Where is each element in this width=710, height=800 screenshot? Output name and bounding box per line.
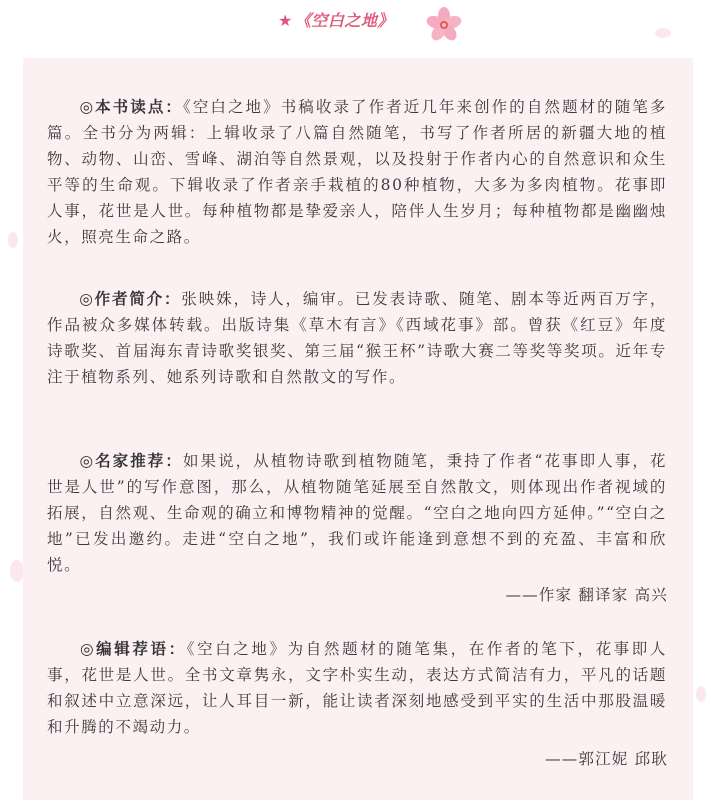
page-header xyxy=(0,4,710,50)
book-title xyxy=(278,8,394,31)
book-title-text: 《空白之地》 xyxy=(294,11,394,30)
section-reading-points xyxy=(47,94,667,250)
decorative-petal xyxy=(696,686,706,702)
section-editor-note xyxy=(47,636,667,740)
cherry-blossom-icon xyxy=(424,4,464,44)
section-heading: ◎本书读点： xyxy=(79,97,183,116)
star-icon: ★ xyxy=(278,11,293,30)
section-body: 《空白之地》书稿收录了作者近几年来创作的自然题材的随笔多篇。全书分为两辑：上辑收录了八篇自然随笔，书写了作者所居的新疆大地的植物、动物、山峦、雪峰、湖泊等自然景观，以及投射于作者内心的自然意识和众生平等的生命观。下辑收录了作者亲手栽植的80种植物，大多为多肉植物。花事即人事，花世是人世。每种植物都是挚爱亲人，陪伴人生岁月；每种植物都是幽幽烛火，照亮生命之路。 xyxy=(47,98,667,246)
section-body: 张映姝，诗人，编审。已发表诗歌、随笔、剧本等近两百万字，作品被众多媒体转载。出版诗集《草木有言》《西域花事》部。曾获《红豆》年度诗歌奖、首届海东青诗歌奖银奖、第三届“猴王杯”诗歌大赛二等奖等奖项。近年专注于植物系列、她系列诗歌和自然散文的写作。 xyxy=(47,290,667,386)
section-heading: ◎作者简介： xyxy=(79,289,182,308)
section-recommendation xyxy=(47,448,667,578)
editor-signature: ——郭江妮 邱耿 xyxy=(544,750,668,768)
section-body: 如果说，从植物诗歌到植物随笔，秉持了作者“花事即人事，花世是人世”的写作意图，那么，从植物随笔延展至自然散文，则体现出作者视域的拓展，自然观、生命观的确立和博物精神的觉醒。“空白之地向四方延伸。”“空白之地”已发出邀约。走进“空白之地”，我们或许能逢到意想不到的充盈、丰富和欣悦。 xyxy=(47,452,667,574)
section-body: 《空白之地》为自然题材的随笔集，在作者的笔下，花事即人事，花世是人世。全书文章隽永，文字朴实生动，表达方式简洁有力，平凡的话题和叙述中立意深远，让人耳目一新，能让读者深刻地感受到平实的生活中那股温暖和升腾的不竭动力。 xyxy=(47,640,668,736)
decorative-petal xyxy=(8,232,18,248)
section-heading: ◎名家推荐： xyxy=(79,451,183,470)
section-heading: ◎编辑荐语： xyxy=(79,639,187,658)
section-author-intro xyxy=(47,286,667,390)
decorative-petal xyxy=(10,560,24,582)
recommendation-signature: ——作家 翻译家 高兴 xyxy=(505,586,668,604)
